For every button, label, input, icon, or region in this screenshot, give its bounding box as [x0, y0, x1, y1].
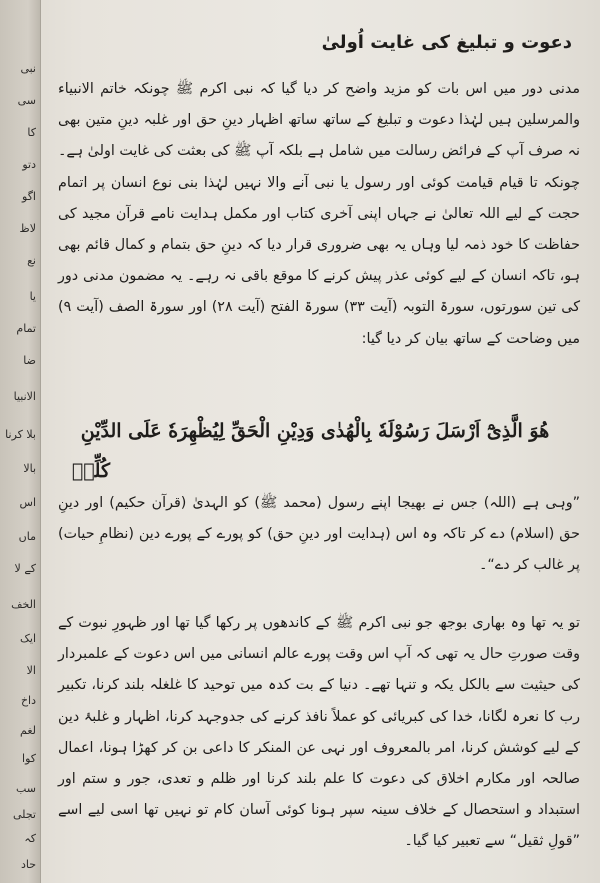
margin-fragment: لغم [20, 724, 36, 737]
margin-fragment: بلا کرنا [5, 428, 36, 441]
margin-fragment: ماں [18, 530, 36, 543]
margin-fragment: الانبیا [13, 390, 36, 403]
margin-fragment: سی [17, 94, 36, 107]
margin-fragment: کوا [22, 752, 36, 765]
margin-fragment: حاد [20, 858, 36, 871]
margin-fragment: کہ [24, 832, 36, 845]
margin-fragment: دتو [22, 158, 36, 171]
margin-fragment: ایک [20, 632, 36, 645]
margin-fragment: الا [26, 664, 36, 677]
margin-fragment: یا [29, 290, 36, 303]
verse-translation: ”وہی ہے (اللہ) جس نے بھیجا اپنے رسول (محمد ﷺ) کو الہدیٰ (قرآن حکیم) اور دینِ حق (اسلام) دے کر تاکہ وہ اس (ہدایت اور دینِ حق) کو پورے کے پورے دین (نظامِ حیات) پر غالب کر دے“۔ [58, 495, 580, 573]
margin-fragment: سب [15, 782, 36, 795]
margin-fragment: نع [27, 254, 36, 267]
margin-fragment: اگو [22, 190, 36, 203]
margin-fragment: تجلی [13, 808, 36, 821]
margin-fragment: بالا [23, 462, 36, 475]
body-paragraph: مدنی دور میں اس بات کو مزید واضح کر دیا گیا کہ نبی اکرم ﷺ چونکہ خاتم الانبیاء والمرسلین ہیں لہٰذا دعوت و تبلیغ کے ساتھ ساتھ اظہار دینِ حق اور غلبہ دینِ متین بھی نہ صرف آپ کے فرائض رسالت میں شامل ہے بلکہ آپ ﷺ کی بعثت کی غایت اولیٰ ہے۔ چونکہ تا قیام قیامت کوئی اور رسول یا نبی آنے والا نہیں لہٰذا بنی نوع انسان پر اتمام حجت کے لیے اللہ تعالیٰ نے جہاں اپنی آخری کتاب اور مکمل ہدایت نامے قرآن مجید کی حفاظت کا خود ذمہ لیا وہاں یہ بھی ضروری قرار دیا کہ دینِ حق بتمام و کمال قائم بھی ہو، تاکہ انسان کے لیے کوئی عذر پیش کرنے کا موقع باقی نہ رہے۔ یہ مضمون مدنی دور کی تین سورتوں، سورۃ التوبہ (آیت ۳۳) سورۃ الفتح (آیت ۲۸) اور سورۃ الصف (آیت ۹) میں وضاحت کے ساتھ بیان کر دیا گیا: [58, 81, 581, 347]
quran-verse-line: هُوَ الَّذِیْٓ اَرْسَلَ رَسُوْلَهٗ بِالْهُدٰی وَدِیْنِ الْحَقِّ لِیُظْهِرَهٗ عَلَی الدِّیْنِ [80, 420, 550, 442]
margin-fragment: تمام [16, 322, 36, 335]
margin-fragment: الخف [11, 598, 36, 611]
margin-fragment: ضا [23, 354, 36, 367]
quran-verse-continuation: كُلِّهٖ [71, 460, 110, 482]
margin-fragment: داخ [20, 694, 36, 707]
previous-page-edge [0, 0, 41, 883]
margin-fragment: نبی [20, 62, 36, 75]
body-paragraph: تو یہ تھا وہ بھاری بوجھ جو نبی اکرم ﷺ کے کاندھوں پر رکھا گیا تھا اور ظہورِ نبوت کے وقت صورتِ حال یہ تھی کہ آپ اس وقت پورے عالم انسانی میں اس دعوت کے علمبردار کی حیثیت سے بالکل یکہ و تنہا تھے۔ دنیا کے بت کدہ میں توحید کا غلغلہ بلند کرنا، تکبیر رب کا نعرہ لگانا، خدا کی کبریائی کو عملاً نافذ کرنے کی جدوجہد کرنا، اظہار و غلبۂ دین کے لیے کوشش کرنا، امر بالمعروف اور نہی عن المنکر کا داعی بن کر کھڑا ہونا، اعمال صالحہ اور مکارم اخلاق کی دعوت کا علم بلند کرنا اور ظلم و تعدی، جور و ستم اور استبداد و استحصال کے خلاف سینہ سپر ہونا کوئی آسان کام تو نہیں تھا اسی لیے اسے ”قولِ ثقیل“ سے تعبیر کیا گیا۔ [58, 615, 580, 850]
section-heading: دعوت و تبلیغ کی غایت اُولیٰ [321, 32, 572, 53]
margin-fragment: اس [19, 496, 36, 509]
margin-fragment: لاظ [19, 222, 36, 235]
margin-fragment: کے لا [14, 562, 36, 575]
margin-fragment: کا [27, 126, 36, 139]
